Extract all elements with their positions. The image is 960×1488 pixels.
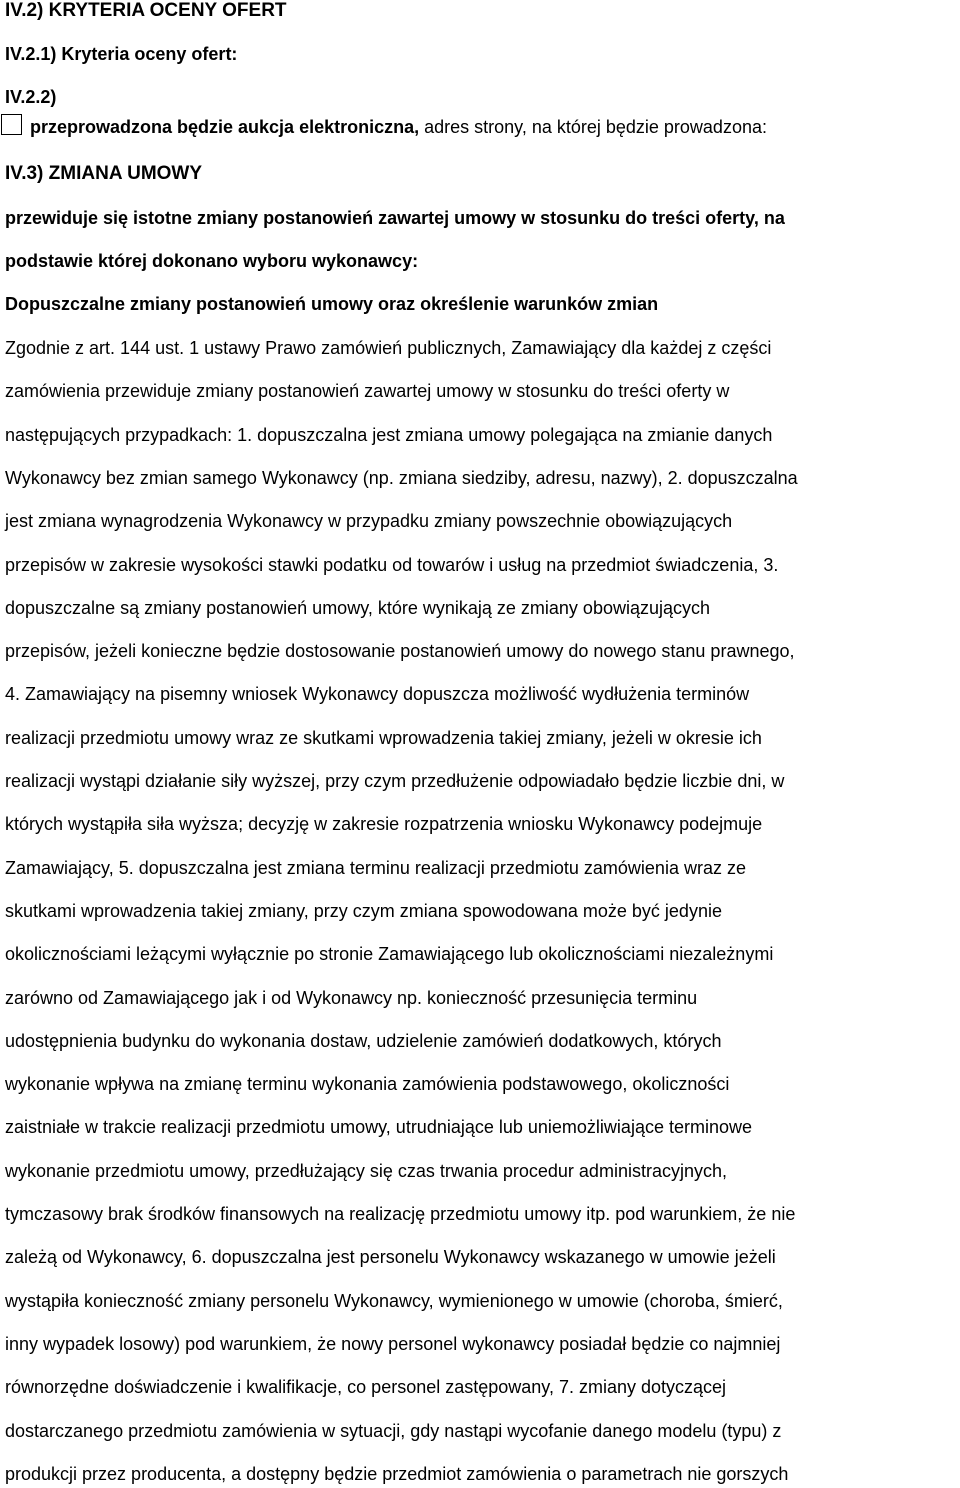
body-line: realizacji przedmiotu umowy wraz ze skutkami wprowadzenia takiej zmiany, jeżeli w okresie ich — [5, 727, 762, 748]
body-line: wykonanie przedmiotu umowy, przedłużający się czas trwania procedur administracyjnych, — [5, 1160, 727, 1181]
body-line: dopuszczalne są zmiany postanowień umowy, które wynikają ze zmiany obowiązujących — [5, 597, 711, 618]
body-line: skutkami wprowadzenia takiej zmiany, przy czym zmiana spowodowana może być jedynie — [5, 900, 722, 921]
body-line: przepisów w zakresie wysokości stawki podatku od towarów i usług na przedmiot świadczenia, 3. — [5, 554, 779, 575]
body-line: przepisów, jeżeli konieczne będzie dostosowanie postanowień umowy do nowego stanu prawnego, — [5, 641, 795, 662]
body-line: Wykonawcy bez zmian samego Wykonawcy (np. zmiana siedziby, adresu, nazwy), 2. dopuszczalna — [5, 467, 798, 488]
body-line: równorzędne doświadczenie i kwalifikacje, co personel zastępowany, 7. zmiany dotyczącej — [5, 1377, 727, 1398]
body-line: wykonanie wpływa na zmianę terminu wykonania zamówienia podstawowego, okoliczności — [5, 1074, 730, 1095]
intro-line-1: przewiduje się istotne zmiany postanowień zawartej umowy w stosunku do treści oferty, na — [5, 208, 785, 228]
body-line: tymczasowy brak środków finansowych na realizację przedmiotu umowy itp. pod warunkiem, że nie — [5, 1204, 796, 1224]
body-line: zaistniałe w trakcie realizacji przedmiotu umowy, utrudniające lub uniemożliwiające terminowe — [5, 1117, 752, 1138]
body-line: następujących przypadkach: 1. dopuszczalna jest zmiana umowy polegająca na zmianie danych — [5, 424, 773, 445]
body-line: zamówienia przewiduje zmiany postanowień zawartej umowy w stosunku do treści oferty w — [5, 381, 730, 402]
body-line: zależą od Wykonawcy, 6. dopuszczalna jest personelu Wykonawcy wskazanego w umowie jeżeli — [5, 1247, 776, 1268]
intro-line-2: podstawie której dokonano wyboru wykonawcy: — [5, 251, 419, 271]
auction-statement — [30, 116, 767, 138]
body-line: których wystąpiła siła wyższa; decyzję w zakresie rozpatrzenia wniosku Wykonawcy podejmuje — [5, 814, 763, 835]
body-line: inny wypadek losowy) pod warunkiem, że nowy personel wykonawcy posiadał będzie co najmniej — [5, 1333, 781, 1354]
auction-label: przeprowadzona będzie aukcja elektroniczna, — [30, 117, 420, 137]
body-line: udostępnienia budynku do wykonania dostaw, udzielenie zamówień dodatkowych, których — [5, 1030, 722, 1051]
section-heading-contract-change: IV.3) ZMIANA UMOWY — [5, 163, 203, 184]
auction-checkbox[interactable] — [1, 114, 22, 135]
body-line: Zamawiający, 5. dopuszczalna jest zmiana terminu realizacji przedmiotu zamówienia wraz ze — [5, 857, 746, 878]
subsection-heading-criteria: IV.2.1) Kryteria oceny ofert: — [5, 44, 238, 64]
body-line: dostarczanego przedmiotu zamówienia w sytuacji, gdy nastąpi wycofanie danego modelu (typu) z — [5, 1420, 782, 1441]
auction-address-label: adres strony, na której będzie prowadzona: — [419, 117, 767, 137]
body-line: jest zmiana wynagrodzenia Wykonawcy w przypadku zmiany powszechnie obowiązujących — [5, 511, 733, 532]
body-line: Zgodnie z art. 144 ust. 1 ustawy Prawo zamówień publicznych, Zamawiający dla każdej z części — [5, 338, 772, 358]
body-line: realizacji wystąpi działanie siły wyższej, przy czym przedłużenie odpowiadało będzie liczbie dni, w — [5, 771, 785, 791]
body-line: 4. Zamawiający na pisemny wniosek Wykonawcy dopuszcza możliwość wydłużenia terminów — [5, 684, 750, 705]
subsection-heading-auction: IV.2.2) — [5, 87, 57, 107]
body-line: produkcji przez producenta, a dostępny będzie przedmiot zamówienia o parametrach nie gorszych — [5, 1463, 789, 1484]
allowed-changes-heading: Dopuszczalne zmiany postanowień umowy oraz określenie warunków zmian — [5, 294, 659, 314]
body-line: okolicznościami leżącymi wyłącznie po stronie Zamawiającego lub okolicznościami niezależnymi — [5, 944, 774, 965]
body-line: zarówno od Zamawiającego jak i od Wykonawcy np. konieczność przesunięcia terminu — [5, 987, 698, 1008]
section-heading-criteria: IV.2) KRYTERIA OCENY OFERT — [5, 0, 287, 21]
body-line: wystąpiła konieczność zmiany personelu Wykonawcy, wymienionego w umowie (choroba, śmierć, — [5, 1290, 783, 1311]
